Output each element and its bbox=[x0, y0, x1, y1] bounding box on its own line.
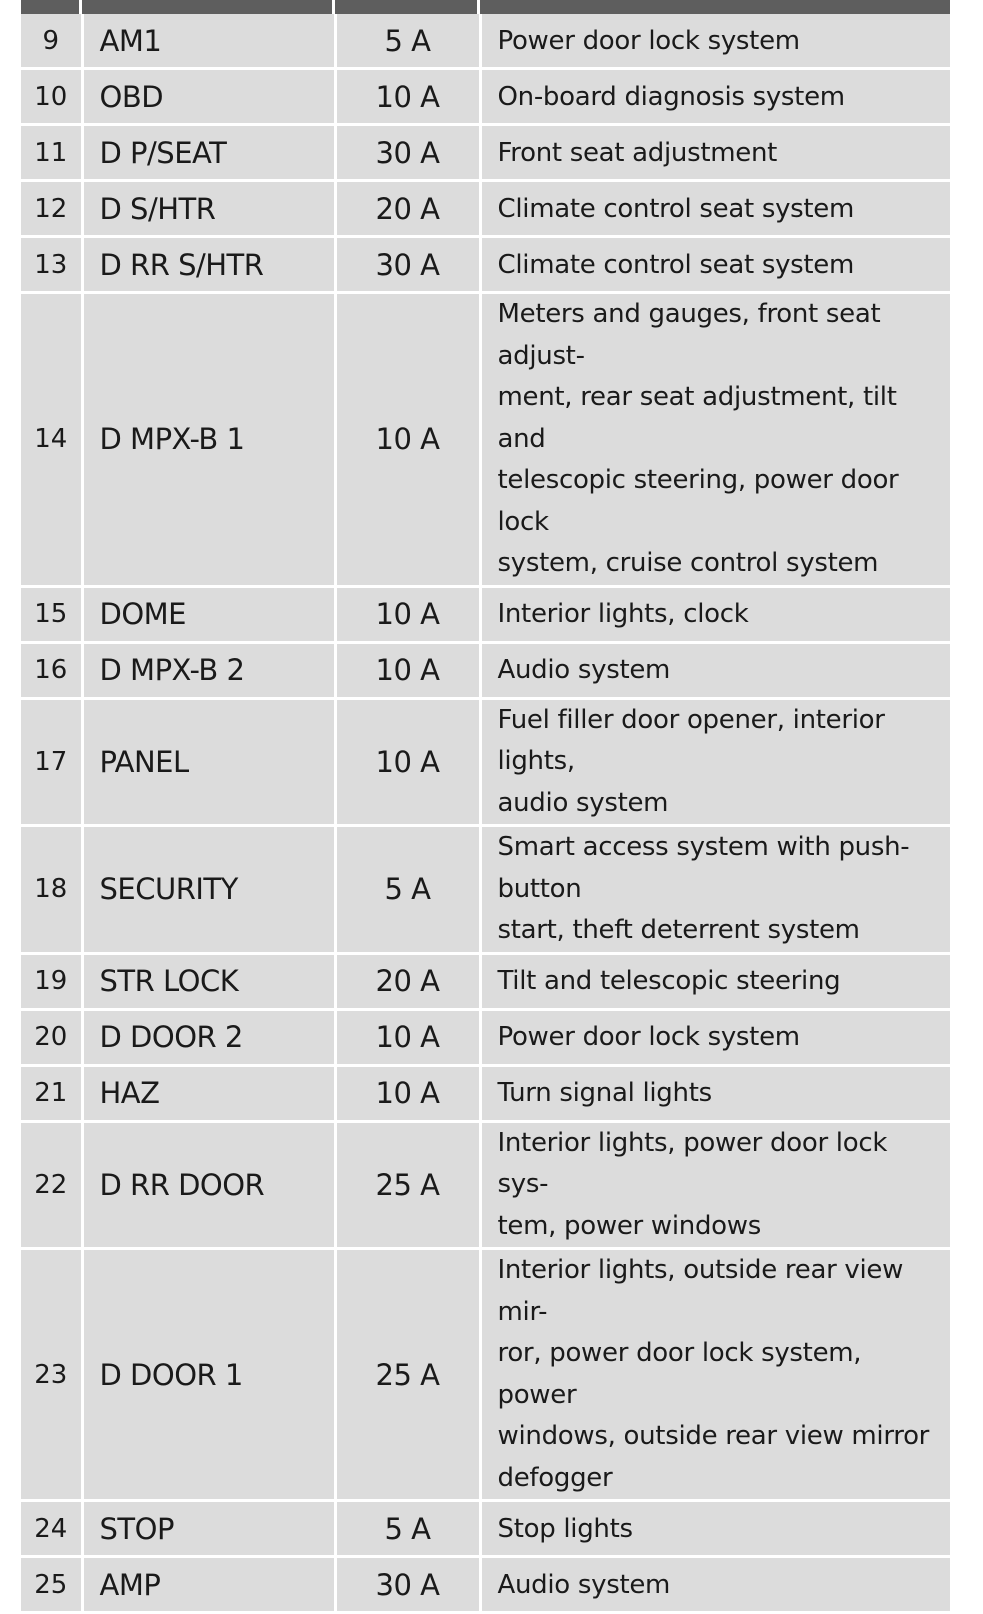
header-bar-segment-desc bbox=[480, 0, 950, 14]
fuse-name-cell: D RR S/HTR bbox=[82, 237, 335, 293]
fuse-name-cell: STOP bbox=[82, 1501, 335, 1557]
fuse-number-cell: 11 bbox=[21, 125, 82, 181]
fuse-name-cell: D DOOR 2 bbox=[82, 1009, 335, 1065]
circuit-line: tem, power windows bbox=[497, 1210, 761, 1241]
fuse-number-cell: 12 bbox=[21, 181, 82, 237]
fuse-name-cell: STR LOCK bbox=[82, 953, 335, 1009]
table-row bbox=[21, 953, 950, 1009]
fuse-circuit-cell bbox=[480, 826, 950, 954]
circuit-line: Audio system bbox=[497, 655, 671, 685]
fuse-ampere-cell: 20 A bbox=[335, 181, 480, 237]
fuse-number-cell: 23 bbox=[21, 1249, 82, 1501]
fuse-circuit-cell bbox=[480, 1249, 950, 1501]
fuse-number-cell: 18 bbox=[21, 826, 82, 954]
fuse-name-cell: D MPX-B 2 bbox=[82, 642, 335, 698]
fuse-ampere-cell: 5 A bbox=[335, 1501, 480, 1557]
fuse-name-cell: D RR DOOR bbox=[82, 1121, 335, 1249]
circuit-line: Fuel filler door opener, interior lights, bbox=[497, 704, 885, 776]
fuse-name-cell: D DOOR 1 bbox=[82, 1249, 335, 1501]
fuse-name-cell: AMP bbox=[82, 1557, 335, 1613]
fuse-circuit-cell bbox=[480, 237, 950, 293]
table-row bbox=[21, 237, 950, 293]
fuse-ampere-cell: 30 A bbox=[335, 237, 480, 293]
fuse-number-cell: 16 bbox=[21, 642, 82, 698]
fuse-circuit-cell bbox=[480, 642, 950, 698]
circuit-line: defogger bbox=[497, 1462, 613, 1493]
fuse-number-cell: 24 bbox=[21, 1501, 82, 1557]
fuse-ampere-cell: 10 A bbox=[335, 69, 480, 125]
fuse-ampere-cell: 10 A bbox=[335, 1065, 480, 1121]
fuse-circuit-cell bbox=[480, 1121, 950, 1249]
fuse-number-cell: 14 bbox=[21, 293, 82, 587]
fuse-ampere-cell: 5 A bbox=[335, 14, 480, 69]
fuse-circuit-cell bbox=[480, 953, 950, 1009]
fuse-circuit-cell bbox=[480, 1501, 950, 1557]
circuit-line: ror, power door lock system, power bbox=[497, 1338, 862, 1410]
circuit-line: Smart access system with push-button bbox=[497, 832, 910, 904]
table-row bbox=[21, 1009, 950, 1065]
fuse-ampere-cell: 10 A bbox=[335, 642, 480, 698]
fuse-circuit-cell bbox=[480, 125, 950, 181]
table-row bbox=[21, 586, 950, 642]
header-bar-segment-amp bbox=[335, 0, 480, 14]
fuse-ampere-cell: 30 A bbox=[335, 1557, 480, 1613]
circuit-line: Audio system bbox=[497, 1569, 671, 1600]
table-row bbox=[21, 181, 950, 237]
table-row bbox=[21, 642, 950, 698]
circuit-line: ment, rear seat adjustment, tilt and bbox=[497, 382, 897, 454]
circuit-line: Front seat adjustment bbox=[497, 137, 778, 168]
fuse-name-cell: D P/SEAT bbox=[82, 125, 335, 181]
fuse-name-cell: DOME bbox=[82, 586, 335, 642]
fuse-name-cell: D S/HTR bbox=[82, 181, 335, 237]
circuit-line: windows, outside rear view mirror bbox=[497, 1421, 930, 1451]
fuse-circuit-cell bbox=[480, 1065, 950, 1121]
fuse-circuit-cell bbox=[480, 69, 950, 125]
circuit-line: Interior lights, outside rear view mir- bbox=[497, 1255, 904, 1327]
circuit-line: system, cruise control system bbox=[497, 548, 879, 578]
table-row bbox=[21, 125, 950, 181]
fuse-ampere-cell: 25 A bbox=[335, 1249, 480, 1501]
table-row bbox=[21, 1249, 950, 1501]
header-bar-segment-name bbox=[82, 0, 335, 14]
table-row bbox=[21, 698, 950, 826]
fuse-circuit-cell bbox=[480, 293, 950, 587]
fuse-number-cell: 19 bbox=[21, 953, 82, 1009]
circuit-line: telescopic steering, power door lock bbox=[497, 465, 899, 537]
table-row bbox=[21, 293, 950, 587]
fuse-table-body bbox=[21, 14, 950, 1613]
header-bar-segment-num bbox=[21, 0, 82, 14]
fuse-circuit-cell bbox=[480, 1009, 950, 1065]
fuse-number-cell: 9 bbox=[21, 14, 82, 69]
circuit-line: Climate control seat system bbox=[497, 193, 855, 224]
fuse-ampere-cell: 10 A bbox=[335, 293, 480, 587]
fuse-circuit-cell bbox=[480, 181, 950, 237]
circuit-line: Interior lights, clock bbox=[497, 599, 749, 629]
fuse-ampere-cell: 20 A bbox=[335, 953, 480, 1009]
fuse-number-cell: 13 bbox=[21, 237, 82, 293]
table-row bbox=[21, 1065, 950, 1121]
fuse-ampere-cell: 5 A bbox=[335, 826, 480, 954]
circuit-line: Turn signal lights bbox=[497, 1078, 712, 1108]
circuit-line: Stop lights bbox=[497, 1513, 633, 1544]
circuit-line: Meters and gauges, front seat adjust- bbox=[497, 299, 881, 371]
table-row bbox=[21, 69, 950, 125]
fuse-name-cell: AM1 bbox=[82, 14, 335, 69]
circuit-line: Climate control seat system bbox=[497, 249, 855, 280]
table-row bbox=[21, 1557, 950, 1613]
table-row bbox=[21, 1121, 950, 1249]
table-header-bar bbox=[21, 0, 950, 14]
circuit-line: Power door lock system bbox=[497, 25, 800, 56]
fuse-ampere-cell: 10 A bbox=[335, 698, 480, 826]
table-row bbox=[21, 826, 950, 954]
fuse-name-cell: PANEL bbox=[82, 698, 335, 826]
fuse-ampere-cell: 10 A bbox=[335, 586, 480, 642]
fuse-ampere-cell: 10 A bbox=[335, 1009, 480, 1065]
fuse-name-cell: HAZ bbox=[82, 1065, 335, 1121]
fuse-circuit-cell bbox=[480, 1557, 950, 1613]
circuit-line: Tilt and telescopic steering bbox=[497, 966, 841, 996]
fuse-ampere-cell: 30 A bbox=[335, 125, 480, 181]
fuse-number-cell: 21 bbox=[21, 1065, 82, 1121]
fuse-name-cell: D MPX-B 1 bbox=[82, 293, 335, 587]
fuse-number-cell: 10 bbox=[21, 69, 82, 125]
fuse-table bbox=[21, 14, 950, 1614]
fuse-ampere-cell: 25 A bbox=[335, 1121, 480, 1249]
table-row bbox=[21, 1501, 950, 1557]
fuse-name-cell: SECURITY bbox=[82, 826, 335, 954]
fuse-circuit-cell bbox=[480, 698, 950, 826]
fuse-number-cell: 15 bbox=[21, 586, 82, 642]
table-row bbox=[21, 14, 950, 69]
fuse-circuit-cell bbox=[480, 586, 950, 642]
fuse-number-cell: 22 bbox=[21, 1121, 82, 1249]
fuse-number-cell: 20 bbox=[21, 1009, 82, 1065]
circuit-line: start, theft deterrent system bbox=[497, 915, 860, 945]
circuit-line: Interior lights, power door lock sys- bbox=[497, 1127, 888, 1199]
circuit-line: audio system bbox=[497, 787, 669, 818]
fuse-table-container bbox=[21, 0, 950, 1614]
fuse-number-cell: 25 bbox=[21, 1557, 82, 1613]
fuse-number-cell: 17 bbox=[21, 698, 82, 826]
fuse-name-cell: OBD bbox=[82, 69, 335, 125]
fuse-circuit-cell bbox=[480, 14, 950, 69]
circuit-line: Power door lock system bbox=[497, 1022, 800, 1052]
circuit-line: On-board diagnosis system bbox=[497, 81, 845, 112]
